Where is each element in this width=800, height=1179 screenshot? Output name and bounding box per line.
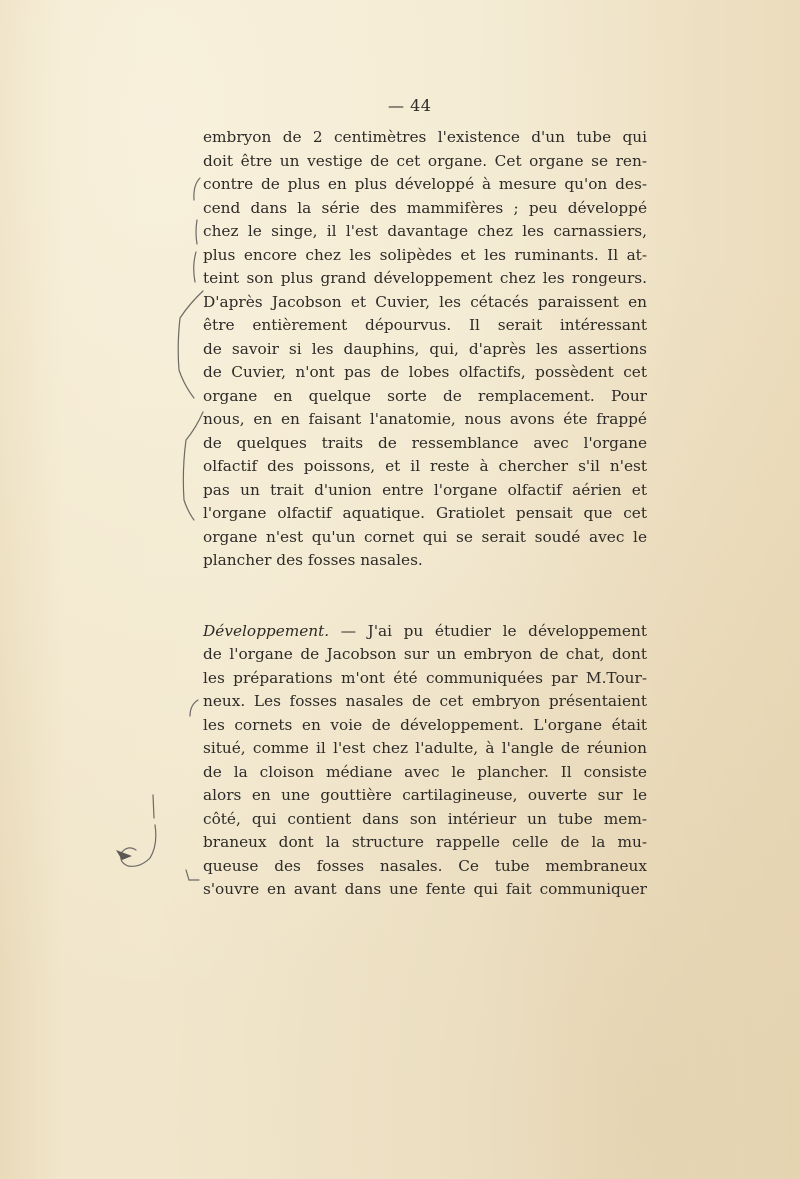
text-line: organe en quelque sorte de remplacement. Pour — [203, 386, 647, 405]
body-text — [203, 126, 647, 902]
text-line: braneux dont la structure rappelle celle de la mu- — [203, 833, 647, 851]
paragraph-2 — [203, 620, 647, 902]
paragraph-1 — [203, 126, 647, 573]
text-line: de la cloison médiane avec le plancher. Il consiste — [203, 762, 647, 781]
text-line: de Cuvier, n'ont pas de lobes olfactifs, possèdent cet — [203, 363, 647, 381]
text-line: olfactif des poissons, et il reste à chercher s'il n'est — [203, 457, 647, 475]
text-line: doit être un vestige de cet organe. Cet organe se ren- — [203, 151, 647, 170]
text-line: de savoir si les dauphins, qui, d'après les assertions — [203, 339, 647, 358]
text-line: contre de plus en plus développé à mesure qu'on des- — [203, 175, 647, 193]
text-line: embryon de 2 centimètres l'existence d'un tube qui — [203, 128, 647, 146]
text-line: teint son plus grand développement chez les rongeurs. — [203, 269, 647, 287]
text-line: de quelques traits de ressemblance avec l'organe — [203, 433, 647, 452]
text-line: pas un trait d'union entre l'organe olfactif aérien et — [203, 480, 647, 499]
text-line: queuse des fosses nasales. Ce tube membraneux — [203, 856, 647, 875]
text-line: nous, en en faisant l'anatomie, nous avons éte frappé — [203, 410, 647, 428]
section-heading: Développement. — [203, 621, 330, 640]
text-line: s'ouvre en avant dans une fente qui fait communiquer — [203, 880, 647, 898]
text-line — [203, 620, 647, 644]
text-line: plancher des fosses nasales. — [203, 551, 423, 569]
text-line: être entièrement dépourvus. Il serait intéressant — [203, 316, 647, 334]
text-line: chez le singe, il l'est davantage chez les carnassiers, — [203, 222, 647, 240]
page-number: — 44 — [388, 96, 432, 115]
text-line: de l'organe de Jacobson sur un embryon de chat, dont — [203, 645, 647, 663]
text-span: — J'ai pu étudier le développement — [329, 621, 647, 640]
text-line: côté, qui contient dans son intérieur un tube mem- — [203, 809, 647, 828]
text-line: alors en une gouttière cartilagineuse, ouverte sur le — [203, 786, 647, 804]
text-line: cend dans la série des mammifères ; peu développé — [203, 198, 647, 217]
text-line: plus encore chez les solipèdes et les ruminants. Il at- — [203, 245, 647, 264]
text-line: situé, comme il l'est chez l'adulte, à l'angle de réunion — [203, 739, 647, 757]
text-line: neux. Les fosses nasales de cet embryon présentaient — [203, 692, 647, 710]
text-line: D'après Jacobson et Cuvier, les cétacés paraissent en — [203, 292, 647, 311]
text-line: organe n'est qu'un cornet qui se serait soudé avec le — [203, 527, 647, 546]
text-line: les préparations m'ont été communiquées par M.Tour- — [203, 668, 647, 687]
text-line: les cornets en voie de développement. L'organe était — [203, 715, 647, 734]
text-line: l'organe olfactif aquatique. Gratiolet pensait que cet — [203, 504, 647, 522]
